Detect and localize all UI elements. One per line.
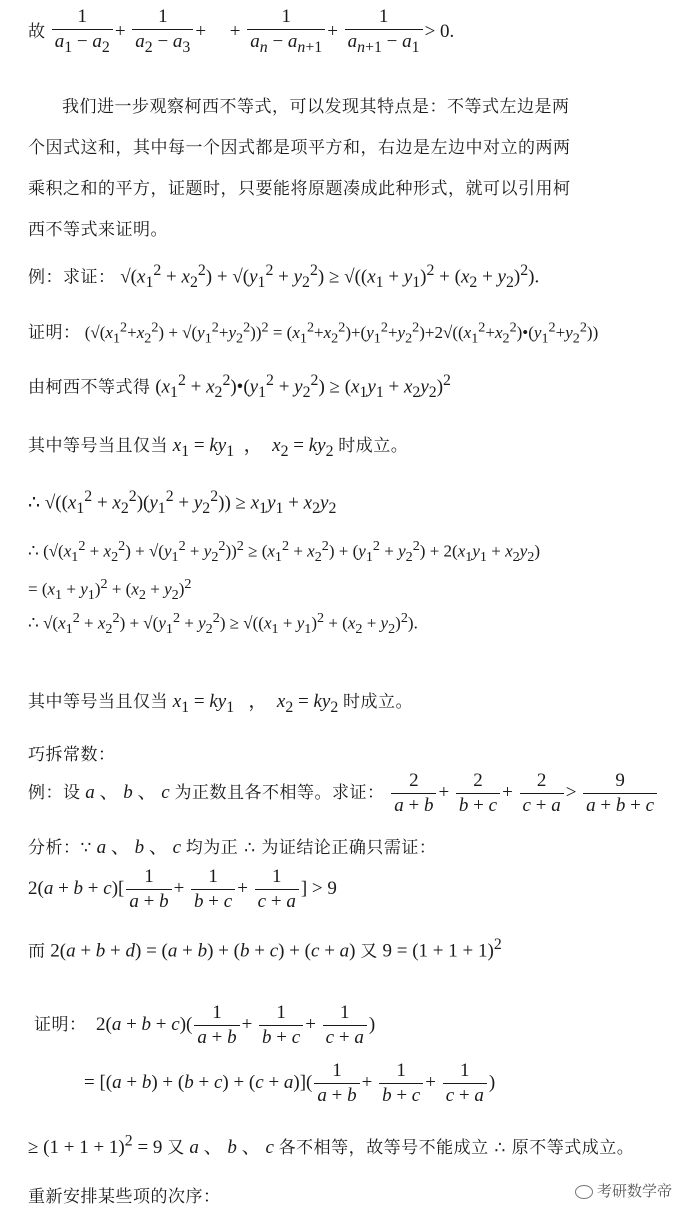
proof-1-equals: = $(x_1 + y_1)^2 + (x_2 + y_2)^2$ bbox=[28, 576, 192, 604]
proof-1-cauchy: 由柯西不等式得 ($x_1^2$ + $x_2^2)•(y_1^2 + y_2^2) \ge (x_1y_1 + x_2y_2)^2$ bbox=[28, 372, 451, 402]
paragraph-line: 乘积之和的平方，证题时，只要能将原题凑成此种形式，就可以引用柯 bbox=[28, 179, 571, 199]
proof-2-start: 证明： 2(a + b + c)( $\frac{1}{a + b}$ + $\frac{1}{b + c}$ + $\frac{1}{c + a}$ ) bbox=[34, 1002, 376, 1048]
analysis-identity: 而 2(a + b + d) = (a + b) + (b + c) + (c + a) 又 $9 = (1 + 1 + 1)^2$ bbox=[28, 936, 502, 962]
equality-condition: 其中等号当且仅当 $x_1 = ky_1$ ， $x_2 = ky_2$ 时成立。 bbox=[28, 435, 409, 460]
proof-1-conclusion: ∴ $√(x_1^2 + x_2^2) + √(y_1^2 + y_2^2) \ge √((x_1 + y_1)^2 + (x_2 + y_2)^2)$. bbox=[28, 610, 418, 638]
paragraph-line: 个因式这和，其中每一个因式都是项平方和，右边是左边中对立的两两 bbox=[28, 138, 571, 158]
paragraph-line: 我们进一步观察柯西不等式，可以发现其特点是：不等式左边是两 bbox=[62, 97, 570, 117]
proof-1-step: 证明： $(√(x_1^2+x_2^2) + √(y_1^2+y_2^2))^2$ = $(x_1^2+x_2^2)+(y_1^2+y_2^2)+2√((x_1^2+x_2^2)•(y_1^2+y_2^2))$ bbox=[28, 319, 599, 347]
watermark-text: 考研数学帝 bbox=[596, 1182, 672, 1200]
equality-condition-2: 其中等号当且仅当 $x_1 = ky_1$ ， $x_2 = ky_2$ 时成立。 bbox=[28, 691, 414, 716]
proof-1-expand: ∴ $(√(x_1^2 + x_2^2) + √(y_1^2 + y_2^2))^2 \ge (x_1^2 + x_2^2) + (y_1^2 + y_2^2) + 2(x_1y_1 + x_2y_2)$ bbox=[28, 538, 540, 566]
section-heading: 巧拆常数： bbox=[28, 745, 116, 765]
example-1: 例：求证： $√(x_1^2 + x_2^2) + √(y_1^2 + y_2^2) \ge √((x_1 + y_1)^2 + (x_2 + y_2)^2)$. bbox=[28, 262, 540, 292]
section-heading: 重新安排某些项的次序： bbox=[28, 1187, 221, 1207]
proof-1-sqrt: ∴ $√((x_1^2 + x_2^2)(y_1^2 + y_2^2)) \ge x_1y_1 + x_2y_2$ bbox=[28, 488, 337, 518]
formula-fraction-sum: 故 $\frac{1}{a_1 - a_2}$ + $\frac{1}{a_2 - a_3}$ + + $\frac{1}{a_n - a_{n+1}}$ + $\frac{1}{a_{n+1} - a_1}$ > 0. bbox=[28, 6, 455, 56]
example-2: 例：设 a 、 b 、 c 为正数且各不相等。求证： $\frac{2}{a + b}$ + $\frac{2}{b + c}$ + $\frac{2}{c + a}$ > $\frac{9}{a + b + c}$ bbox=[28, 770, 700, 817]
proof-2-expand: = [(a + b) + (b + c) + (c + a)]( $\frac{1}{a + b}$ + $\frac{1}{b + c}$ + $\frac{1}{c + a}$ ) bbox=[84, 1060, 496, 1106]
watermark bbox=[575, 1180, 672, 1201]
paragraph-line: 西不等式来证明。 bbox=[28, 220, 168, 240]
analysis-line: 分析：∵ a 、 b 、 c 均为正 ∴ 为证结论正确只需证： bbox=[28, 837, 437, 858]
proof-2-conclusion: ≥ $(1 + 1 + 1)^2 = 9$ 又 a 、 b 、 c 各不相等，故等号不能成立 ∴ 原不等式成立。 bbox=[28, 1132, 635, 1158]
wechat-icon bbox=[575, 1185, 593, 1199]
analysis-inequality: 2(a + b + c)[ $\frac{1}{a + b}$ + $\frac{1}{b + c}$ + $\frac{1}{c + a}$ ] > 9 bbox=[28, 866, 337, 912]
